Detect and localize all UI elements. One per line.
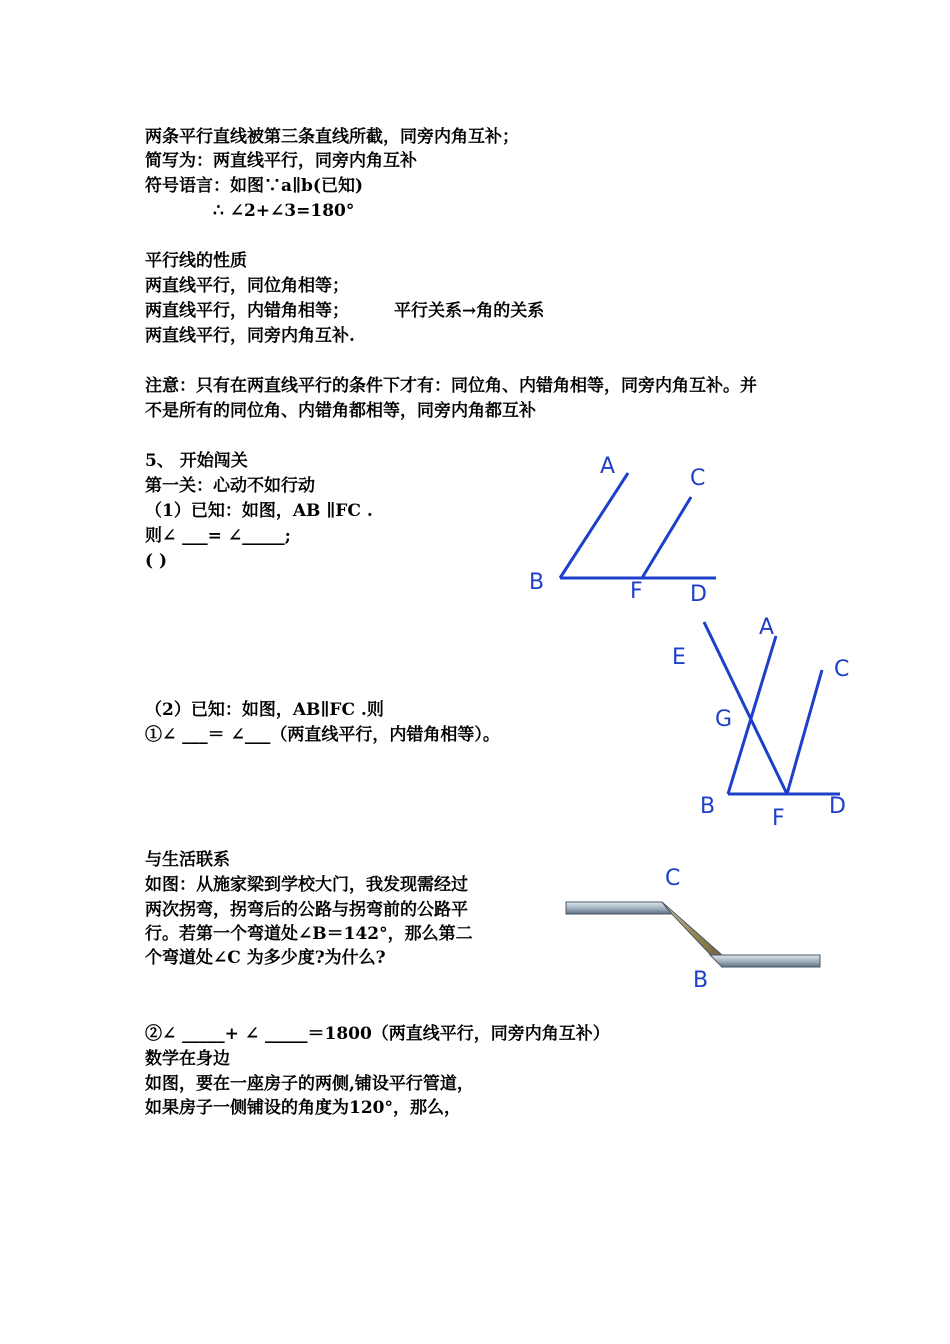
label-b: B (693, 968, 709, 993)
symbolic-given: 符号语言：如图∵a∥b(已知) (145, 176, 363, 196)
label-g: G (715, 707, 733, 732)
question-2-part-2: ②∠ _____+ ∠ _____＝1800（两直线平行，同旁内角互补） (145, 1024, 610, 1044)
segment-fc (787, 670, 822, 794)
theorem-short-form: 简写为：两直线平行，同旁内角互补 (145, 151, 417, 171)
label-a: A (759, 615, 775, 640)
label-e: E (672, 645, 686, 670)
note-line-1: 注意：只有在两直线平行的条件下才有：同位角、内错角相等，同旁内角互补。并 (145, 376, 757, 396)
section-heading-life: 与生活联系 (145, 850, 230, 870)
label-a: A (600, 454, 616, 479)
label-c: C (690, 466, 706, 491)
question-2-given: （2）已知：如图，AB∥FC .则 (145, 700, 384, 720)
section-heading-math-around: 数学在身边 (145, 1049, 230, 1069)
life-problem-line-1: 如图：从施家梁到学校大门，我发现需经过 (145, 875, 468, 895)
question-1-given: （1）已知：如图，AB ∥FC . (145, 501, 373, 521)
level-one-title: 第一关：心动不如行动 (145, 476, 315, 496)
symbolic-conclusion: ∴ ∠2+∠3=180° (213, 201, 355, 221)
road-lower-segment (710, 955, 820, 967)
road-upper-segment (566, 902, 672, 914)
segment-ba (560, 473, 628, 578)
property-corresponding: 两直线平行，同位角相等； (145, 276, 349, 296)
life-problem-line-2: 两次拐弯，拐弯后的公路与拐弯前的公路平 (145, 900, 468, 920)
figure-1-parallel-lines (520, 445, 740, 610)
figure-2-transversal (660, 610, 860, 835)
property-alternate: 两直线平行，内错角相等； (145, 301, 349, 321)
segment-ba (728, 636, 776, 794)
label-b: B (529, 570, 545, 595)
label-c: C (834, 657, 850, 682)
theorem-statement: 两条平行直线被第三条直线所截，同旁内角互补； (145, 127, 519, 147)
property-interior: 两直线平行，同旁内角互补. (145, 326, 355, 346)
label-b: B (700, 794, 716, 819)
label-f: F (630, 579, 643, 604)
figure-3-road-bends (560, 855, 830, 995)
section-heading-properties: 平行线的性质 (145, 251, 247, 271)
question-1-reason: ( ) (145, 551, 168, 571)
question-2-blank: ①∠ ___＝ ∠___（两直线平行，内错角相等）。 (145, 725, 500, 745)
section-heading-challenge: 5、 开始闯关 (145, 451, 248, 471)
question-1-blank: 则∠ ___= ∠_____; (145, 526, 291, 546)
pipe-problem-line-1: 如图，要在一座房子的两侧,铺设平行管道， (145, 1074, 474, 1094)
label-c: C (665, 866, 681, 891)
segment-fc (642, 497, 691, 578)
life-problem-line-3: 行。若第一个弯道处∠B＝142°，那么第二 (145, 924, 473, 944)
pipe-problem-line-2: 如果房子一侧铺设的角度为120°，那么， (145, 1098, 461, 1118)
life-problem-line-4: 个弯道处∠C 为多少度?为什么? (145, 948, 386, 968)
label-d: D (829, 794, 846, 819)
relation-note: 平行关系→角的关系 (394, 301, 545, 321)
label-d: D (690, 582, 707, 607)
label-f: F (772, 806, 785, 831)
note-line-2: 不是所有的同位角、内错角都相等，同旁内角都互补 (145, 401, 536, 421)
